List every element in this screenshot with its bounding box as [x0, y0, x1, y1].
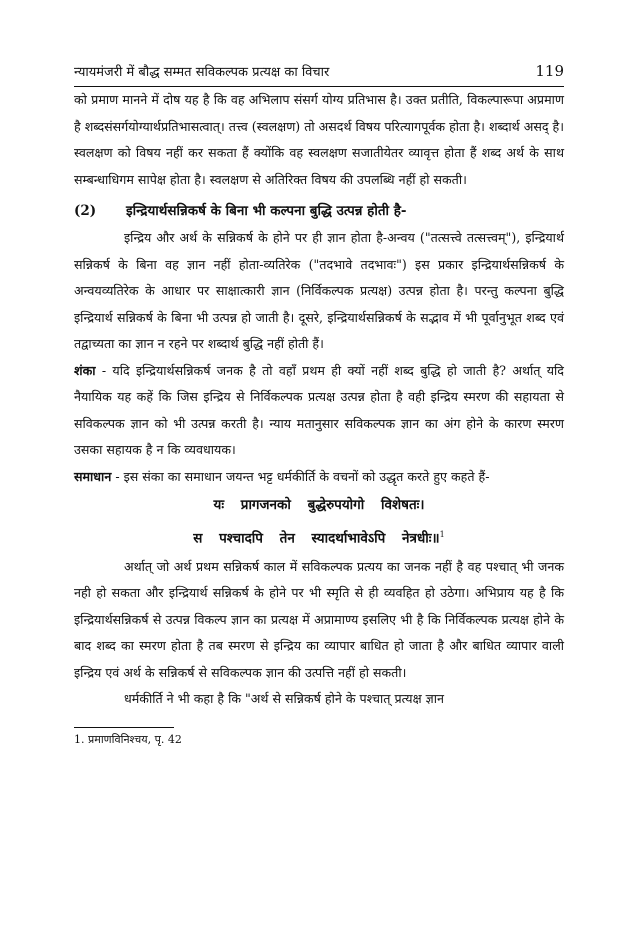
footnote-marker: 1 [439, 530, 445, 539]
shanka-term: शंका [74, 362, 96, 378]
paragraph-continued: को प्रमाण मानने में दोष यह है कि वह अभिलाप संसर्ग योग्य प्रतिभास है। उक्त प्रतीति, विकल्पारूपा अप्रमाण है शब्दसंसर्गयोग्यार्थप्रतिभासत्वात्। तत्त्व (स्वलक्षण) तो असदर्थ विषय परित्यागपूर्वक होता है। शब्दार्थ असद् है। स्वलक्षण को विषय नहीं कर सकता हैं क्योंकि वह स्वलक्षण सजातीयेतर व्यावृत्त होता हैं शब्द अर्थ के साथ सम्बन्धाधिगम सापेक्ष होता है। स्वलक्षण से अतिरिक्त विषय की उपलब्धि नहीं हो सकती। [74, 92, 564, 187]
verse-line-2 [74, 520, 564, 554]
paragraph-anvaya: इन्द्रिय और अर्थ के सन्निकर्ष के होने पर ही ज्ञान होता है-अन्वय ("तत्सत्त्वे तत्सत्त्वम्"), इन्द्रियार्थ सन्निकर्ष के बिना वह ज्ञान नहीं होता-व्यतिरेक ("तदभावे तदभावः") इस प्रकार इन्द्रियार्थसन्निकर्ष के अन्वयव्यतिरेक के आधार पर साक्षात्कारी ज्ञान (निर्विकल्पक प्रत्यक्ष) उत्पन्न होता है। परन्तु कल्पना बुद्धि इन्द्रियार्थ सन्निकर्ष के बिना भी उत्पन्न हो जाती है। दूसरे, इन्द्रियार्थसन्निकर्ष के सद्भाव में भी पूर्वानुभूत शब्द एवं तद्वाच्यता का ज्ञान न रहने पर शब्दार्थ बुद्धि नहीं होती हैं। [74, 230, 564, 351]
verse-line-2-text: स पश्चादपि तेन स्यादर्थाभावेऽपि नेत्रधीः॥ [193, 530, 440, 547]
running-title: न्यायमंजरी में बौद्ध सम्मत सविकल्पक प्रत्यक्ष का विचार [74, 65, 330, 80]
running-header [74, 62, 564, 87]
book-page [74, 62, 564, 750]
paragraph-dharmakirti: धर्मकीर्ति ने भी कहा है कि "अर्थ से सन्निकर्ष होने के पश्चात् प्रत्यक्ष ज्ञान [124, 691, 444, 706]
footnote-rule [74, 727, 174, 728]
footnote: 1. प्रमाणविनिश्चय, पृ. 42 [74, 732, 182, 746]
section-title: इन्द्रियार्थसन्निकर्ष के बिना भी कल्पना बुद्धि उत्पन्न होती है- [126, 203, 407, 219]
shanka-text: - यदि इन्द्रियार्थसन्निकर्ष जनक है तो वहाँ प्रथम ही क्यों नहीं शब्द बुद्धि हो जाती है? अर्थात् यदि नैयायिक यह कहें कि जिस इन्द्रिय से निर्विकल्पक प्रत्यक्ष उत्पन्न होता है वही इन्द्रिय स्मरण की सहायता से सविकल्पक ज्ञान को भी उत्पन्न करती है। न्याय मतानुसार सविकल्पक ज्ञान का अंग होने के कारण स्मरण उसका सहायक है न कि व्यवधायक। [74, 362, 564, 457]
paragraph-arthat: अर्थात् जो अर्थ प्रथम सन्निकर्ष काल में सविकल्पक प्रत्यय का जनक नहीं है वह पश्चात् भी जनक नही हो सकता और इन्द्रियार्थ सन्निकर्ष के होने पर भी स्मृति से ही व्यवहित हो उठेगा। अभिप्राय यह है कि इन्द्रियार्थसन्निकर्ष से उत्पन्न विकल्प ज्ञान का प्रत्यक्ष में अप्रामाण्य इसलिए भी है कि निर्विकल्पक प्रत्यक्ष होने के बाद शब्द का स्मरण होता है तब स्मरण से इन्द्रिय का व्यापार बाधित हो जाता है और बाधित व्यापार वाली इन्द्रिय एवं अर्थ के सन्निकर्ष से सविकल्पक ज्ञान की उत्पत्ति नहीं हो सकती। [74, 558, 564, 680]
verse-line-1: यः प्रागजनको बुद्धेरुपयोगो विशेषतः। [213, 497, 425, 513]
page-number: 119 [535, 62, 564, 80]
section-number: (2) [74, 203, 97, 219]
samadhan-term: समाधान [74, 468, 112, 484]
section-heading [74, 197, 564, 225]
samadhan-text: - इस संका का समाधान जयन्त भट्ट धर्मकीर्ति के वचनों को उद्धृत करते हुए कहते हैं- [111, 468, 490, 484]
paragraph-shanka [74, 358, 564, 464]
paragraph-samadhan [74, 464, 564, 491]
